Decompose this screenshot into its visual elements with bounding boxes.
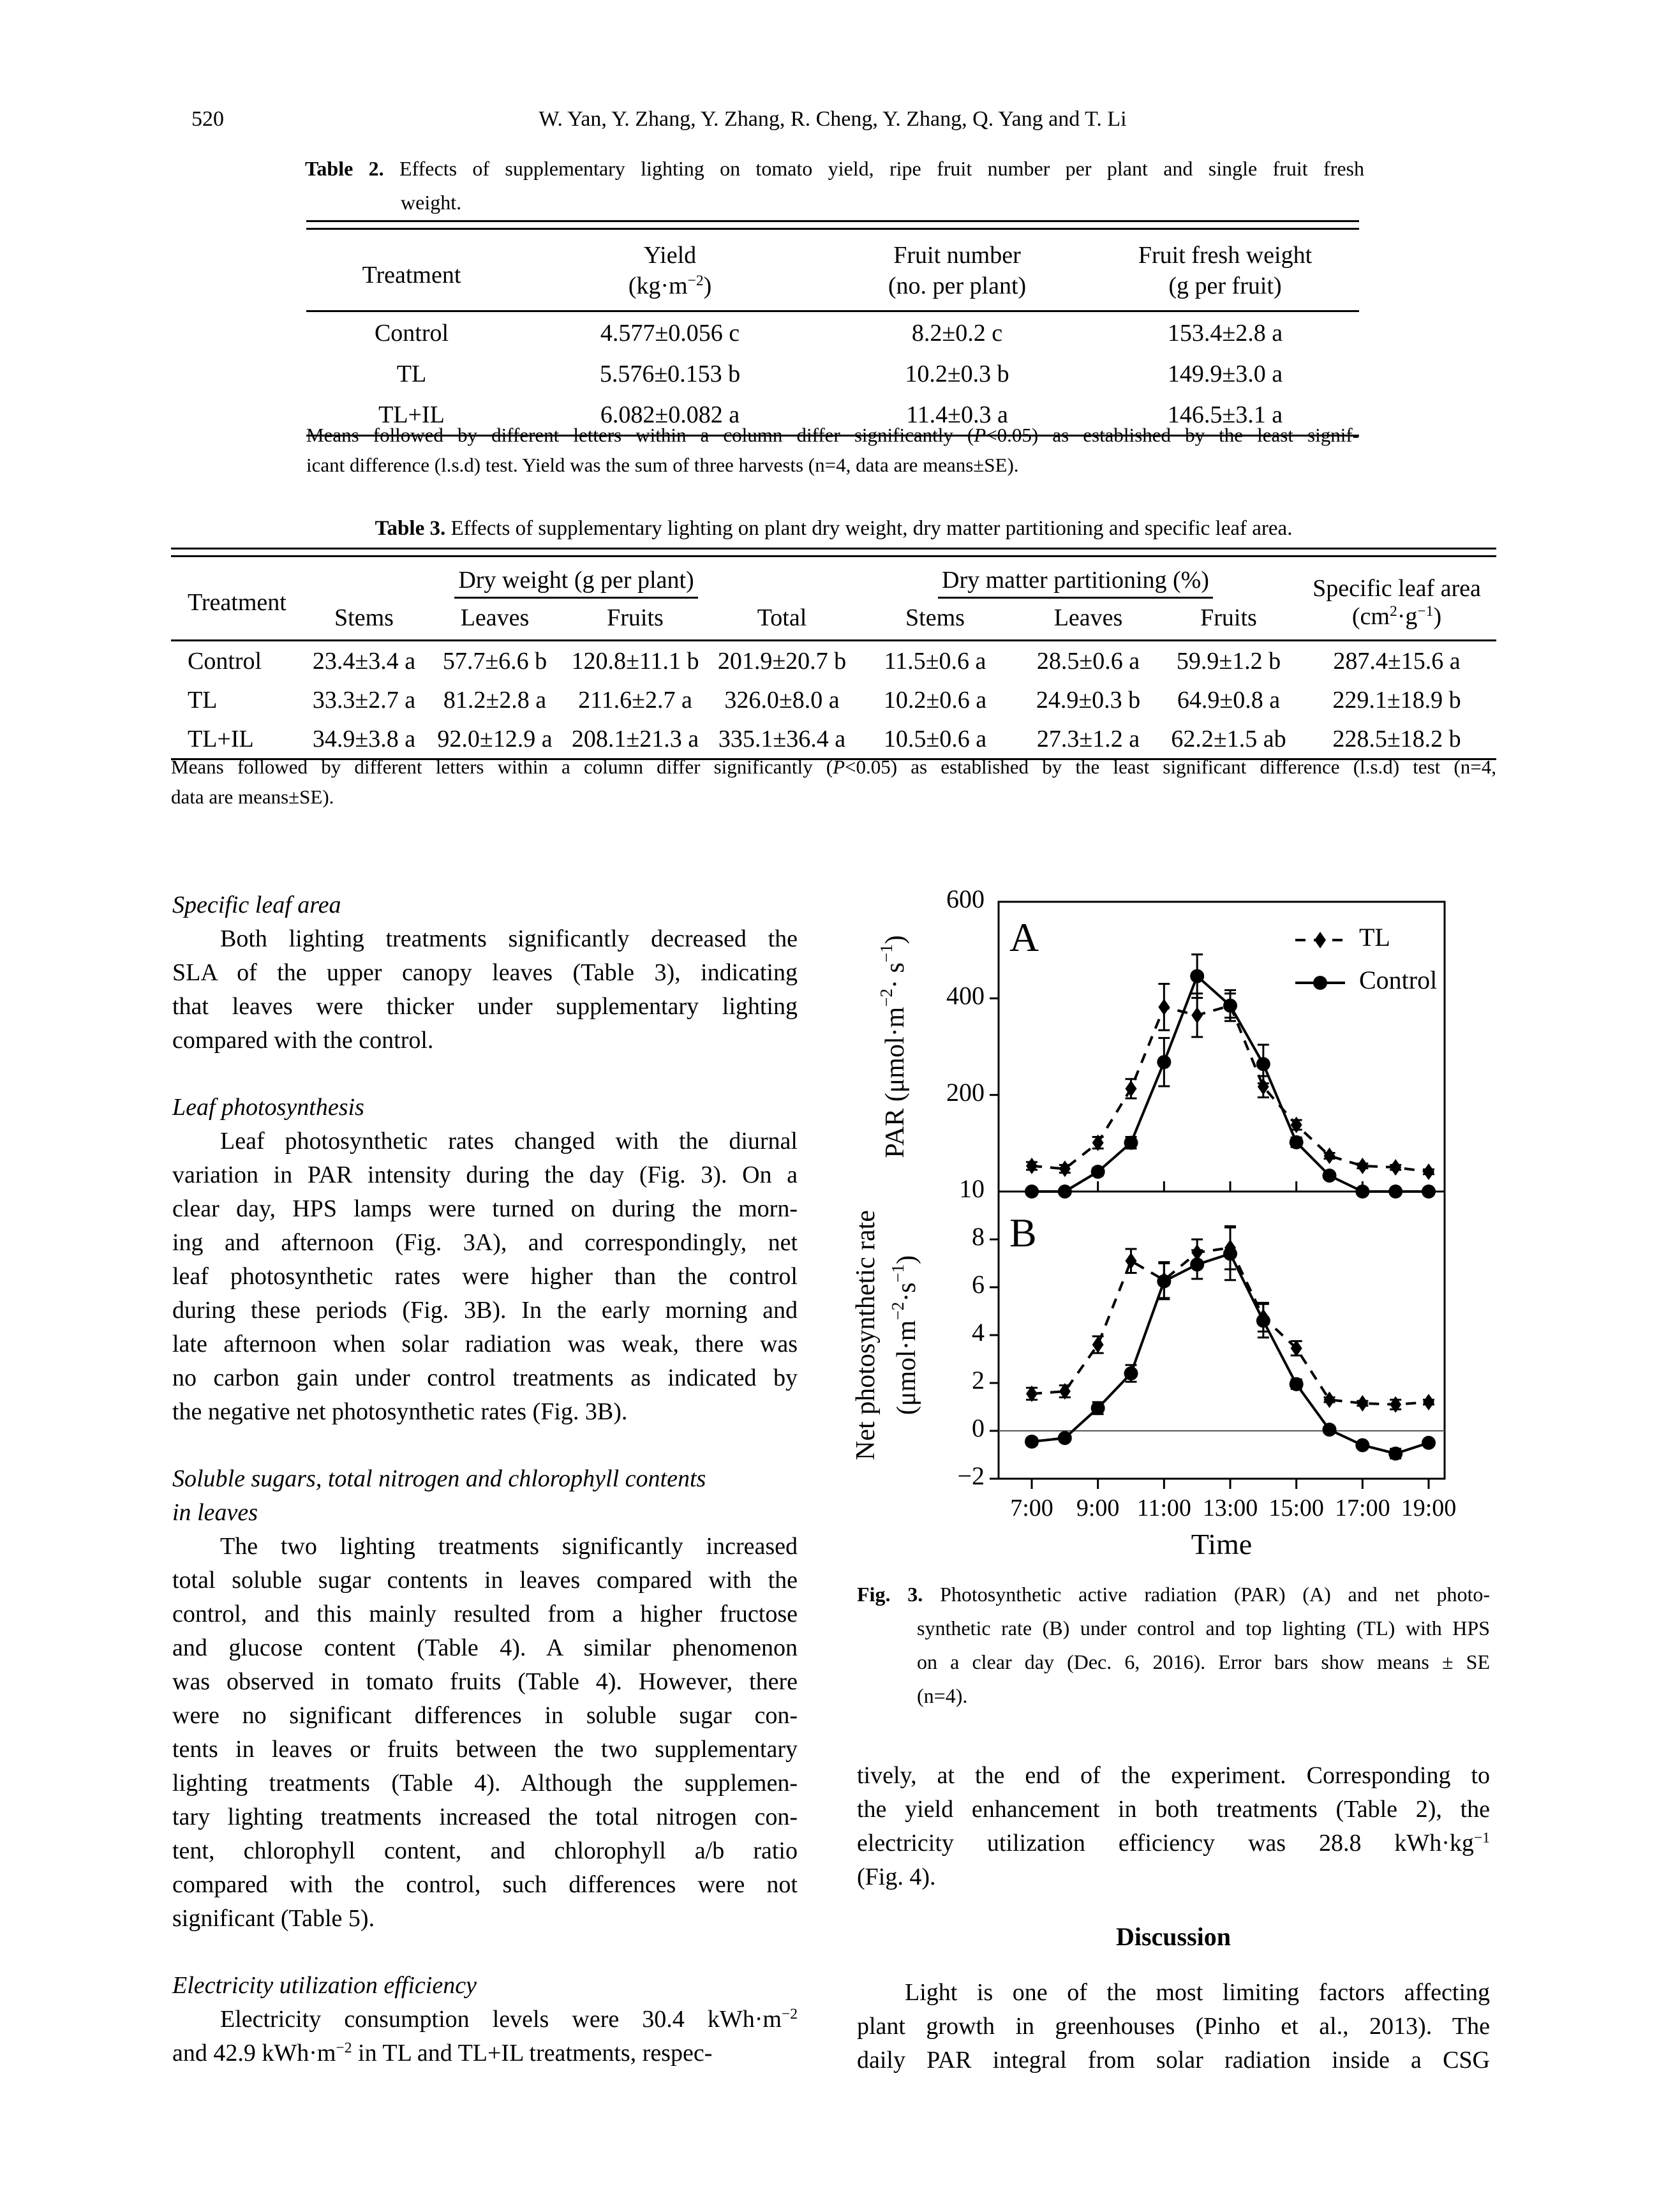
t3-cell: 201.9±20.7 b [717, 648, 847, 675]
figure-3-chart [849, 884, 1544, 1573]
t3-cell: 10.5±0.6 a [883, 726, 987, 752]
right-column-paragraph-1: tively, at the end of the experiment. Corresponding to the yield enhancement in both treatments (Table 2), the electricity utilization efficiency was 28.8 $kWh\cdot kg^{-1}$ (Fig. 4). [857, 1762, 1490, 1890]
t3-sub-stems: Stems [299, 600, 429, 641]
table-3-caption: Table 3. Effects of supplementary lighting on plant dry weight, dry matter partitioning and specific leaf area. [375, 517, 1293, 540]
t3-cell: 11.5±0.6 a [884, 648, 986, 675]
t3-cell: Control [188, 648, 262, 675]
t2-col-yield: Yield [643, 242, 697, 269]
right-column-paragraph-2: Light is one of the most limiting factors affecting plant growth in greenhouses (Pinho et al., 2013). The daily PAR integral from solar radiation inside a CSG [857, 1979, 1490, 2074]
t3-cell: TL+IL [188, 726, 254, 752]
svg-text:17:00: 17:00 [1335, 1495, 1390, 1521]
section-heading: Electricity utilization efficiency [172, 1972, 477, 1999]
t3-cell: 34.9±3.8 a [312, 726, 416, 752]
svg-text:6: 6 [972, 1270, 985, 1299]
t3-cell: 57.7±6.6 b [442, 648, 547, 675]
t3-cell: 208.1±21.3 a [571, 726, 699, 752]
section: Leaf photosynthesis Leaf photosynthetic rates changed with the diurnal variation in PAR intensity during the day (Fig. 3). On a clear day, HPS lamps were turned on during the morn- ing and afternoon (Fig. 3A), and correspondingly, net leaf photosynthetic rates were higher than the control during these periods (Fig. 3B). In the early morning and late afternoon when solar radiation was weak, there was no carbon gain under control treatments as indicated by the negative net photosynthetic rates (Fig. 3B). [172, 1091, 798, 1429]
svg-text:11:00: 11:00 [1136, 1495, 1191, 1521]
t2-unit-fruit-number: (no. per plant) [823, 271, 1091, 311]
t3-cell: 81.2±2.8 a [443, 687, 547, 714]
svg-text:Control: Control [1359, 966, 1438, 995]
section: Electricity utilization efficiency Electricity consumption levels were 30.4 $kWh\cdot m^{-2}$ and 42.9 $kWh\cdot m^{-2}$ in TL and TL+IL treatments, respec- [172, 1969, 798, 2070]
svg-text:−2: −2 [957, 1461, 985, 1491]
t3-sub-fruits: Fruits [560, 600, 710, 641]
svg-text:A: A [1009, 915, 1039, 960]
table-2-footnote: Means followed by different letters within a column differ significantly (P<0.05) as established by the least signif- icant difference (l.s.d) test. Yield was the sum of three harvests (n=4, data are means±SE). [306, 424, 1359, 476]
t3-cell: 228.5±18.2 b [1332, 726, 1461, 752]
t2-cell: 149.9±3.0 a [1167, 361, 1283, 387]
svg-text:TL: TL [1359, 923, 1390, 952]
svg-text:13:00: 13:00 [1202, 1495, 1258, 1521]
table-3 [171, 548, 1496, 760]
t3-col-treatment: Treatment [171, 557, 299, 641]
t2-cell: 8.2±0.2 c [911, 320, 1003, 347]
t3-cell: 59.9±1.2 b [1176, 648, 1281, 675]
table-row [306, 353, 1359, 394]
svg-text:Net photosynthetic rate: Net photosynthetic rate [851, 1210, 881, 1460]
table-row [171, 641, 1496, 681]
t3-group-dry-weight: Dry weight (g per plant) [299, 557, 854, 600]
svg-text:19:00: 19:00 [1401, 1495, 1457, 1521]
page-number: 520 [191, 107, 224, 131]
t2-cell: TL [396, 361, 427, 387]
t3-col-sla: Specific leaf area $(cm^2\cdot g^{-1})$ [1297, 557, 1496, 641]
svg-text:600: 600 [946, 885, 985, 914]
t2-cell: 11.4±0.3 a [906, 401, 1008, 428]
section-heading: Soluble sugars, total nitrogen and chlorophyll contents [172, 1465, 706, 1492]
section-heading: Specific leaf area [172, 892, 341, 918]
table-3-top-rule [171, 548, 1496, 557]
svg-text:4: 4 [972, 1318, 985, 1347]
svg-text:15:00: 15:00 [1268, 1495, 1324, 1521]
svg-text:(μmol·m−2·s−1): $(\mu mol\cdot m^{-2}\cdot s^{-1})$ [888, 1255, 921, 1416]
svg-text:PAR (μmol·m−2· s−1): PAR $(\mu mol\cdot m^{-2}\cdot s^{-1})$ [877, 935, 910, 1158]
t2-cell: 6.082±0.082 a [600, 401, 740, 428]
t2-cell: Control [374, 320, 449, 347]
figure-3-caption: Fig. 3. Photosynthetic active radiation (PAR) (A) and net photo- synthetic rate (B) under control and top lighting (TL) with HPS on a clear day (Dec. 6, 2016). Error bars show means ± SE (n=4). [857, 1583, 1491, 1707]
t3-group-dry-matter: Dry matter partitioning (%) [854, 557, 1297, 600]
section: Soluble sugars, total nitrogen and chlorophyll contents in leaves The two lighting treatments significantly increased total soluble sugar contents in leaves compared with the control, and this mainly resulted from a higher fructose and glucose content (Table 4). A similar phenomenon was observed in tomato fruits (Table 4). However, there were no significant differences in soluble sugar con- tents in leaves or fruits between the two supplementary lighting treatments (Table 4). Although the supplemen- tary lighting treatments increased the total nitrogen con- tent, chlorophyll content, and chlorophyll a/b ratio compared with the control, such differences were not significant (Table 5). [172, 1462, 798, 1936]
section-heading: in leaves [172, 1499, 258, 1526]
svg-text:2: 2 [972, 1366, 985, 1395]
table-row [171, 680, 1496, 719]
t3-cell: 33.3±2.7 a [312, 687, 416, 714]
t2-cell: 10.2±0.3 b [905, 361, 1009, 387]
t3-cell: 326.0±8.0 a [724, 687, 840, 714]
svg-text:9:00: 9:00 [1076, 1495, 1120, 1521]
t3-cell: 120.8±11.1 b [571, 648, 699, 675]
t3-cell: 229.1±18.9 b [1332, 687, 1461, 714]
t3-cell: 62.2±1.5 ab [1171, 726, 1286, 752]
t3-sub-leaves: Leaves [429, 600, 560, 641]
section: Specific leaf area Both lighting treatments significantly decreased the SLA of the upper canopy leaves (Table 3), indicating that leaves were thicker under supplementary lighting compared with the control. [172, 888, 798, 1057]
t2-cell: 4.577±0.056 c [600, 320, 740, 347]
t3-sub-fruits2: Fruits [1160, 600, 1297, 641]
t2-col-fruit-number: Fruit number [893, 242, 1021, 269]
left-column [172, 888, 798, 2070]
t3-sub-stems2: Stems [854, 600, 1016, 641]
t2-cell: TL+IL [378, 401, 445, 428]
table-row [306, 311, 1359, 354]
table-2 [306, 220, 1359, 437]
discussion-heading: Discussion [1115, 1922, 1231, 1951]
t3-cell: 92.0±12.9 a [437, 726, 553, 752]
t3-cell: 211.6±2.7 a [578, 687, 692, 714]
figure-3 [849, 884, 1544, 1573]
t3-cell: TL [188, 687, 218, 714]
t3-cell: 335.1±36.4 a [718, 726, 846, 752]
t3-cell: 24.9±0.3 b [1036, 687, 1141, 714]
t2-cell: 153.4±2.8 a [1167, 320, 1283, 347]
t2-col-treatment: Treatment [306, 230, 517, 311]
t3-cell: 10.2±0.6 a [883, 687, 987, 714]
svg-text:B: B [1009, 1210, 1037, 1255]
t2-unit-yield: $(kg\cdot m^{-2})$ [517, 271, 823, 311]
svg-text:200: 200 [946, 1077, 985, 1107]
table-2-top-rule [306, 220, 1359, 230]
svg-text:10: 10 [959, 1174, 985, 1204]
t3-cell: 287.4±15.6 a [1333, 648, 1461, 675]
t2-cell: 5.576±0.153 b [599, 361, 741, 387]
t3-cell: 28.5±0.6 a [1036, 648, 1140, 675]
svg-text:0: 0 [972, 1414, 985, 1443]
t3-sub-leaves2: Leaves [1016, 600, 1160, 641]
svg-text:8: 8 [972, 1222, 985, 1252]
svg-text:7:00: 7:00 [1010, 1495, 1053, 1521]
t3-cell: 27.3±1.2 a [1036, 726, 1140, 752]
t3-cell: 64.9±0.8 a [1177, 687, 1281, 714]
table-2-caption: Table 2. Effects of supplementary lighting on tomato yield, ripe fruit number per plant and single fruit fresh weight. [305, 157, 1365, 214]
table-3-footnote: Means followed by different letters within a column differ significantly (P<0.05) as established by the least significant difference (l.s.d) test (n=4, data are means±SE). [171, 756, 1496, 808]
t2-unit-fruit-fresh-weight: (g per fruit) [1091, 271, 1359, 311]
t3-cell: 23.4±3.4 a [312, 648, 416, 675]
svg-text:400: 400 [946, 981, 985, 1010]
t2-col-fruit-fresh-weight: Fruit fresh weight [1138, 242, 1313, 269]
t3-sub-total: Total [710, 600, 854, 641]
section-heading: Leaf photosynthesis [172, 1094, 364, 1121]
t2-cell: 146.5±3.1 a [1167, 401, 1283, 428]
authors-line: W. Yan, Y. Zhang, Y. Zhang, R. Cheng, Y. Zhang, Q. Yang and T. Li [539, 107, 1127, 131]
svg-text:Time: Time [1191, 1528, 1253, 1560]
